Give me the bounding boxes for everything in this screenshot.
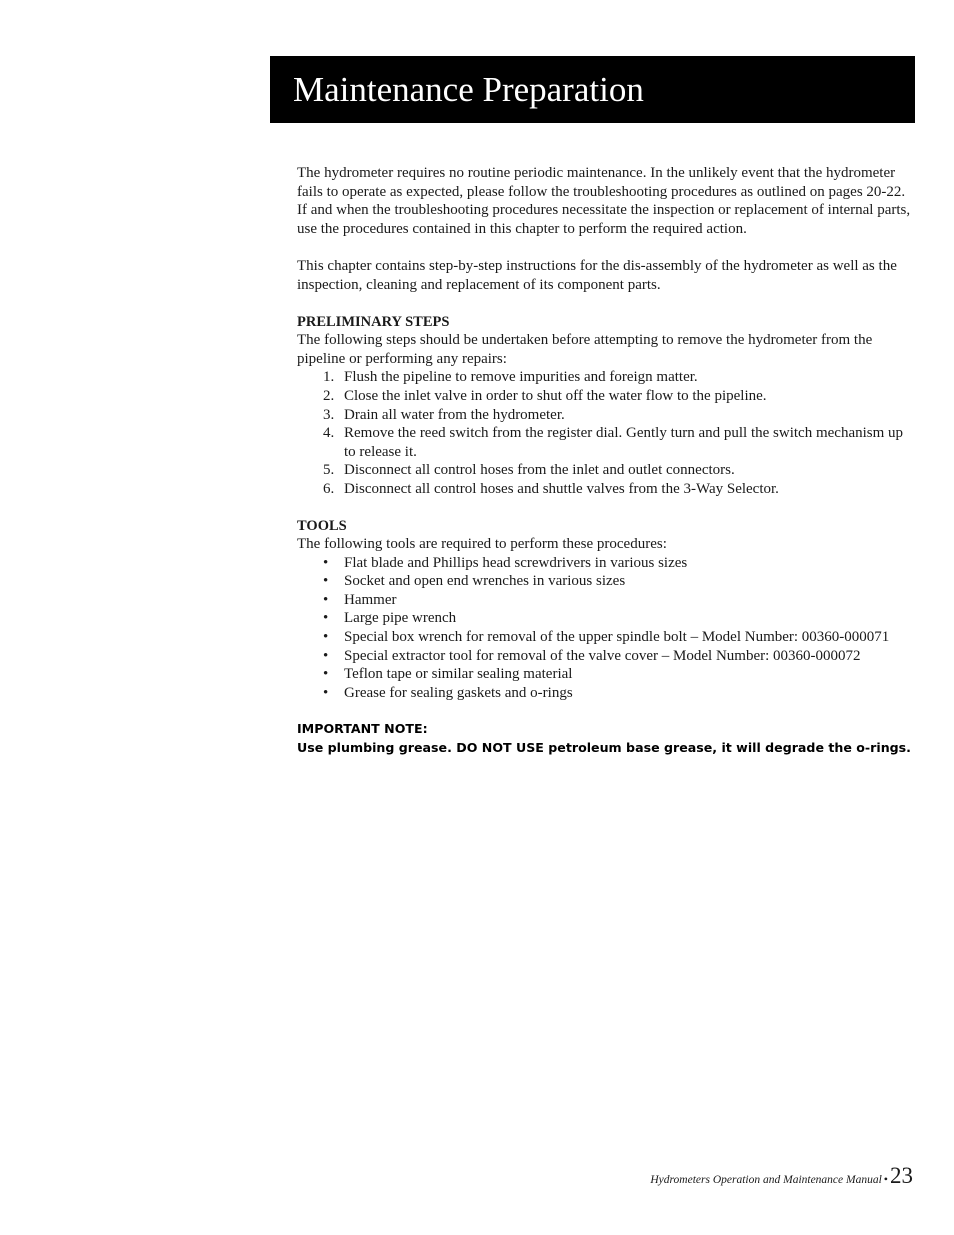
tool-item [297,684,917,703]
tool-item [297,665,917,684]
step-item [297,480,917,499]
tool-item [297,628,917,647]
tool-item [297,647,917,666]
step-number: 6. [323,480,335,497]
step-number: 3. [323,406,335,423]
preliminary-steps-heading: PRELIMINARY STEPS [297,313,450,330]
tools-list [297,554,917,703]
footer-manual-title: Hydrometers Operation and Maintenance Manual [650,1174,882,1186]
main-content [297,164,917,758]
intro-paragraph-2: This chapter contains step-by-step instructions for the dis-assembly of the hydrometer as well as the inspection, cleaning and replacement of its component parts. [297,258,897,293]
preliminary-steps-intro: The following steps should be undertaken before attempting to remove the hydrometer from the pipeline or performing any repairs: [297,332,873,367]
tool-text: Grease for sealing gaskets and o-rings [344,684,573,701]
tools-heading: TOOLS [297,517,347,534]
step-item [297,424,917,461]
step-text: Remove the reed switch from the register dial. Gently turn and pull the switch mechanism up to release it. [344,425,904,460]
page-footer [650,1163,913,1189]
step-text: Flush the pipeline to remove impurities and foreign matter. [344,369,698,386]
chapter-title-bar [270,56,915,123]
chapter-title: Maintenance Preparation [293,70,644,109]
step-text: Disconnect all control hoses and shuttle valves from the 3-Way Selector. [344,480,779,497]
bullet-icon: • [323,610,329,627]
step-number: 4. [323,425,335,442]
step-item [297,461,917,480]
tool-text: Socket and open end wrenches in various sizes [344,573,626,590]
bullet-icon: • [323,554,329,571]
bullet-icon: • [323,591,329,608]
step-text: Close the inlet valve in order to shut off the water flow to the pipeline. [344,387,767,404]
tool-item [297,609,917,628]
tool-item [297,591,917,610]
tool-item [297,554,917,573]
tool-text: Special extractor tool for removal of the valve cover – Model Number: 00360-000072 [344,647,861,664]
step-text: Drain all water from the hydrometer. [344,406,565,423]
important-note-text: Use plumbing grease. DO NOT USE petroleum base grease, it will degrade the o-rings. [297,740,911,756]
step-item [297,387,917,406]
bullet-icon: • [323,573,329,590]
bullet-icon: • [323,647,329,664]
step-item [297,406,917,425]
tool-text: Special box wrench for removal of the upper spindle bolt – Model Number: 00360-000071 [344,629,890,646]
tool-text: Hammer [344,591,397,608]
bullet-icon: • [323,666,329,683]
step-text: Disconnect all control hoses from the inlet and outlet connectors. [344,462,735,479]
step-item [297,368,917,387]
tool-text: Flat blade and Phillips head screwdrivers in various sizes [344,554,688,571]
tool-item [297,572,917,591]
page-number: 23 [890,1163,913,1188]
step-number: 5. [323,462,335,479]
tool-text: Teflon tape or similar sealing material [344,666,573,683]
important-note-heading: IMPORTANT NOTE: [297,721,428,737]
tools-intro: The following tools are required to perform these procedures: [297,536,667,553]
tool-text: Large pipe wrench [344,610,457,627]
bullet-icon: • [323,629,329,646]
intro-paragraph-1: The hydrometer requires no routine periodic maintenance. In the unlikely event that the hydrometer fails to operate as expected, please follow the troubleshooting procedures as outlined on pages 20-22. If and when the troubleshooting procedures necessitate the inspection or replacement of internal parts, use the procedures contained in this chapter to perform the required action. [297,165,911,237]
step-number: 2. [323,387,335,404]
footer-separator: • [883,1172,888,1186]
bullet-icon: • [323,684,329,701]
step-number: 1. [323,369,335,386]
preliminary-steps-list [297,368,917,498]
